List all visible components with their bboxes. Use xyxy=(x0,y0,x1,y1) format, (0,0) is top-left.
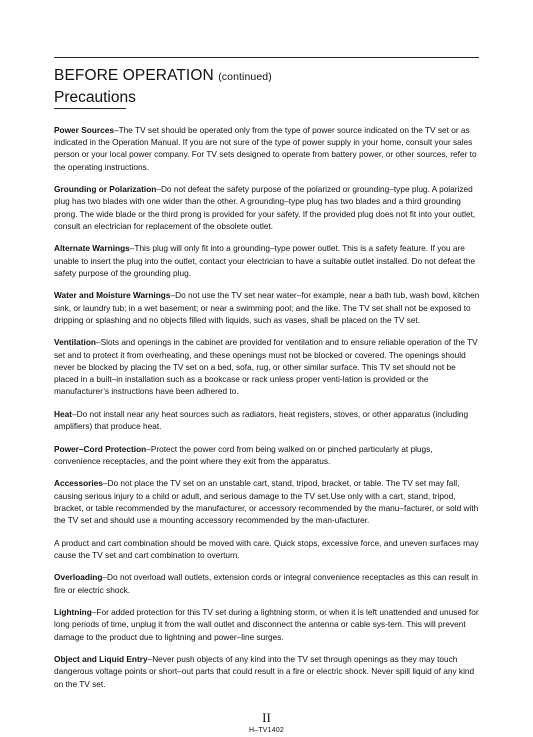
precaution-paragraph xyxy=(54,408,480,432)
precaution-paragraph xyxy=(54,537,480,561)
page-title-text: BEFORE OPERATION xyxy=(54,67,214,84)
precaution-text: –Do not place the TV set on an unstable cart, stand, tripod, bracket, or table. The TV set may fall, causing serious injury to a child or adult, and serious damage to the TV set.Use only with a cart, stand, tripod, bracket, or table recommended by the manufacturer, or accessory recommended by the manu–facturer, or sold with the TV set and should use a mounting accessory recommended by the man-ufacturer. xyxy=(54,478,479,526)
precaution-lead: Ventilation xyxy=(54,337,96,348)
precaution-text: A product and cart combination should be moved with care. Quick stops, excessive force, and uneven surfaces may cause the TV set and cart combination to overturn. xyxy=(54,537,479,560)
page-number: II xyxy=(262,710,271,725)
precaution-text: –Slots and openings in the cabinet are provided for ventilation and to ensure reliable operation of the TV set and to protect it from overheating, and these openings must not be blocked or covered. The openings should never be blocked by placing the TV set on a bed, sofa, rug, or other similar surface. This TV set should not be placed in a built–in installation such as a bookcase or rack unless proper venti-lation is provided or the manufacturer’s instructions have been adhered to. xyxy=(54,337,478,397)
precaution-lead: Water and Moisture Warnings xyxy=(54,290,171,301)
precaution-lead: Accessories xyxy=(54,478,103,489)
precaution-text: –Do not defeat the safety purpose of the polarized or grounding–type plug. A polarized plug has two blades with one wider than the other. A grounding–type plug has two blades and a third grounding prong. The wide blade or the third prong is provided for your safety. If the provided plug does not fit into your outlet, consult an electrician for replacement of the obsolete outlet. xyxy=(54,184,476,231)
section-heading-underline xyxy=(54,108,126,109)
precaution-paragraph xyxy=(54,653,480,690)
precaution-lead: Overloading xyxy=(54,572,103,583)
precaution-paragraph xyxy=(54,336,480,397)
page-title xyxy=(54,67,272,85)
precaution-paragraph xyxy=(54,124,480,173)
precaution-paragraph xyxy=(54,606,480,643)
precaution-paragraph xyxy=(54,571,480,595)
precaution-paragraph xyxy=(54,477,480,526)
precaution-lead: Object and Liquid Entry xyxy=(54,654,148,665)
precautions-body xyxy=(54,124,480,700)
top-rule xyxy=(54,57,479,58)
precaution-lead: Heat xyxy=(54,408,72,419)
precaution-paragraph xyxy=(54,289,480,326)
document-code: H–TV1402 xyxy=(248,727,285,734)
precaution-text: –Protect the power cord from being walked on or pinched particularly at plugs, convenience receptacles, and the point where they exit from the apparatus. xyxy=(54,443,433,466)
precaution-text: –The TV set should be operated only from the type of power source indicated on the TV set or as indicated in the Operation Manual. If you are not sure of the type of power supply in your home, consult your sales person or your local power company. For TV sets designed to operate from battery power, or other sources, refer to the operating instructions. xyxy=(54,125,477,172)
precaution-text: –Do not overload wall outlets, extension cords or integral convenience receptacles as this can result in fire or electric shock. xyxy=(54,572,478,595)
precaution-paragraph xyxy=(54,183,480,232)
precaution-lead: Power–Cord Protection xyxy=(54,443,147,454)
precaution-lead: Alternate Warnings xyxy=(54,243,130,254)
precaution-text: –Never push objects of any kind into the TV set through openings as they may touch dangerous voltage points or short–out parts that could result in a fire or electric shock. Never spill liquid of any kind on the TV set. xyxy=(54,654,475,689)
precaution-lead: Grounding or Polarization xyxy=(54,184,157,195)
section-heading: Precautions xyxy=(54,89,136,106)
precaution-lead: Lightning xyxy=(54,607,92,618)
precaution-text: –Do not install near any heat sources such as radiators, heat registers, stoves, or other apparatus (including amplifiers) that produce heat. xyxy=(54,408,469,432)
precaution-text: –For added protection for this TV set during a lightning storm, or when it is left unattended and unused for long periods of time, unplug it from the wall outlet and disconnect the antenna or cable sys-tem. This will prevent damage to the product due to lightning and power–line surges. xyxy=(54,607,479,642)
precaution-lead: Power Sources xyxy=(54,125,114,135)
precaution-paragraph xyxy=(54,242,480,279)
precaution-text: –This plug will only fit into a grounding–type power outlet. This is a safety feature. If you are unable to insert the plug into the outlet, contact your electrician to have a suitable outlet installed. Do not defeat the safety purpose of the grounding plug. xyxy=(54,243,476,278)
precaution-text: –Do not use the TV set near water–for example, near a bath tub, wash bowl, kitchen sink, or laundry tub; in a wet basement; or near a swimming pool; and the like. The TV set shall not be exposed to dripping or splashing and no objects filled with liquids, such as vases, shall be placed on the TV set. xyxy=(54,290,480,325)
precaution-paragraph xyxy=(54,443,480,467)
page-title-suffix: (continued) xyxy=(218,71,272,83)
